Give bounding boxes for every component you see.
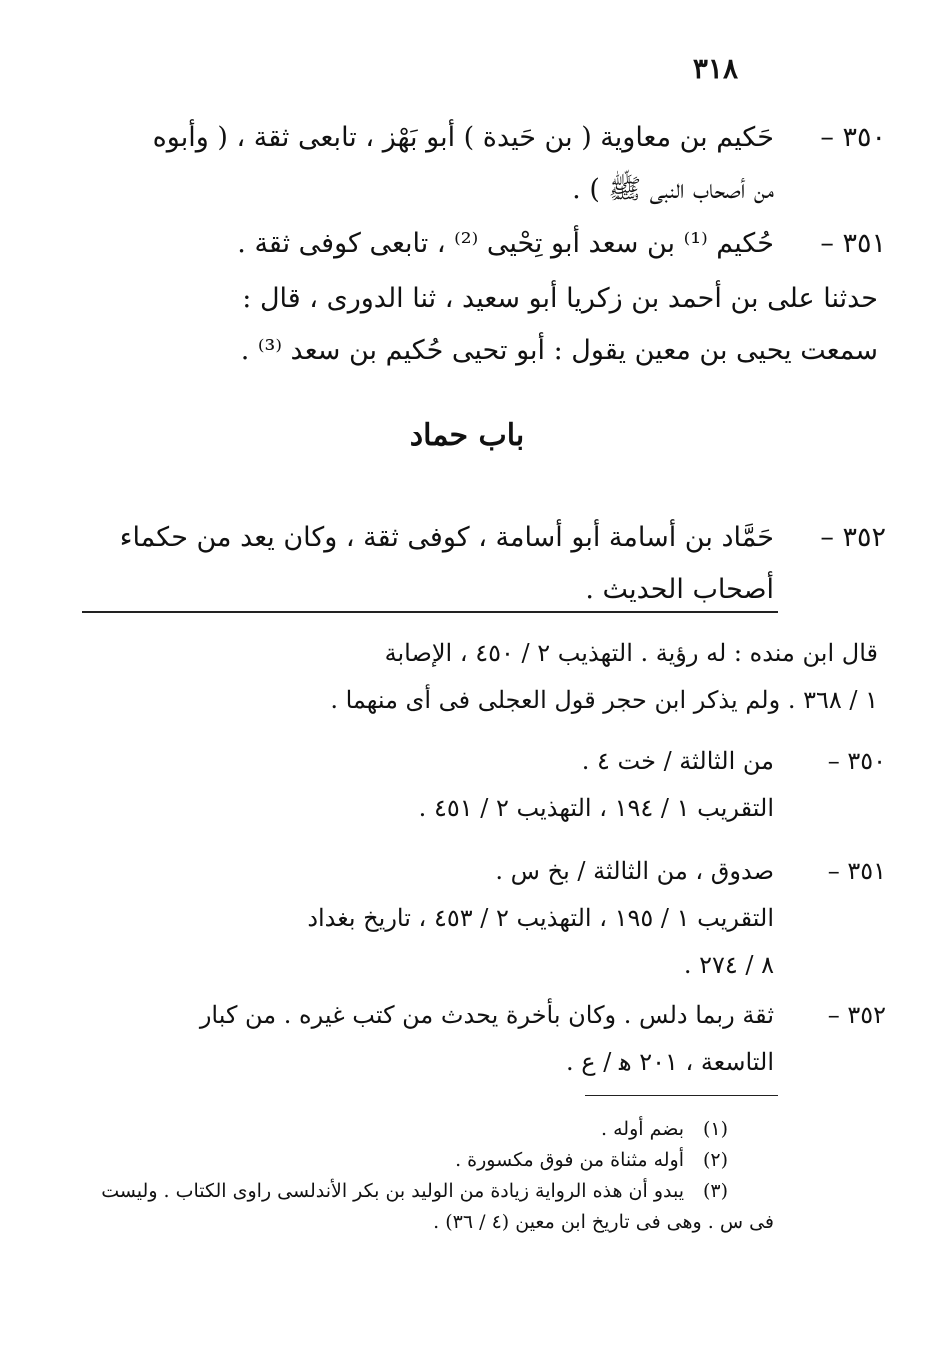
commentary-351 — [84, 848, 886, 989]
footnote-text: يبدو أن هذه الرواية زيادة من الوليد بن بكر الأندلسى راوى الكتاب . وليست — [101, 1180, 684, 1202]
commentary-intro — [84, 630, 878, 724]
commentary-352 — [84, 992, 886, 1086]
footnote-3 — [88, 1176, 728, 1207]
footnote-number: (٣) — [702, 1180, 728, 1202]
footnote-divider — [585, 1095, 778, 1096]
entry-text-line: أصحاب الحديث . — [585, 574, 774, 605]
commentary-line: ثقة ربما دلس . وكان بأخرة يحدث من كتب غيره . من كبار — [199, 1001, 774, 1029]
page-number: ٣١٨ — [692, 52, 738, 85]
footnote-text: أوله مثناة من فوق مكسورة . — [455, 1149, 684, 1171]
entry-text-line: حَمَّاد بن أسامة أبو أسامة ، كوفى ثقة ، وكان يعد من حكماء — [119, 522, 774, 553]
commentary-line: ١ / ٣٦٨ . ولم يذكر ابن حجر قول العجلى فى أى منهما . — [330, 686, 878, 714]
footnotes — [88, 1114, 774, 1238]
narration-line: سمعت يحيى بن معين يقول : أبو تحيى حُكيم بن سعد ⁽³⁾ . — [240, 335, 878, 366]
entry-text-line: من أصحاب النبى ﷺ ) . — [572, 174, 774, 205]
entry-352 — [84, 512, 886, 616]
commentary-number: ٣٥٢ – — [827, 1001, 886, 1029]
footnote-number: (١) — [702, 1118, 728, 1140]
commentary-number: ٣٥١ – — [827, 857, 886, 885]
entry-number: ٣٥٠ – — [820, 122, 886, 153]
entry-number: ٣٥١ – — [820, 228, 886, 259]
footnote-number: (٢) — [702, 1149, 728, 1171]
footnote-1 — [88, 1114, 728, 1145]
entry-text-line: حُكيم ⁽¹⁾ بن سعد أبو تِحْيى ⁽²⁾ ، تابعى كوفى ثقة . — [237, 228, 774, 259]
commentary-line: صدوق ، من الثالثة / بخ س . — [495, 857, 774, 885]
entry-351 — [84, 218, 886, 270]
narration — [84, 273, 878, 377]
commentary-line: التقريب ١ / ١٩٥ ، التهذيب ٢ / ٤٥٣ ، تاريخ بغداد — [307, 904, 774, 932]
commentary-line: من الثالثة / خت ٤ . — [581, 747, 774, 775]
footnote-text: بضم أوله . — [601, 1118, 684, 1140]
commentary-350 — [84, 738, 886, 832]
commentary-number: ٣٥٠ – — [827, 747, 886, 775]
narration-line: حدثنا على بن أحمد بن زكريا أبو سعيد ، ثنا الدورى ، قال : — [242, 283, 878, 314]
chapter-heading: باب حماد — [409, 418, 525, 453]
commentary-line: التاسعة ، ٢٠١ ﻫ / ع . — [566, 1048, 774, 1076]
commentary-line: قال ابن منده : له رؤية . التهذيب ٢ / ٤٥٠ ، الإصابة — [384, 639, 878, 667]
footnote-2 — [88, 1145, 728, 1176]
commentary-line: التقريب ١ / ١٩٤ ، التهذيب ٢ / ٤٥١ . — [418, 794, 774, 822]
entry-text-line: حَكيم بن معاوية ( بن حَيدة ) أبو بَهْز ، تابعى ثقة ، ( وأبوه — [152, 122, 774, 153]
entry-number: ٣٥٢ – — [820, 522, 886, 553]
commentary-line: ٨ / ٢٧٤ . — [683, 951, 774, 979]
footnote-continuation: فى س . وهى فى تاريخ ابن معين (٤ / ٣٦) . — [433, 1211, 774, 1233]
commentary-divider — [82, 611, 778, 613]
entry-350 — [84, 112, 886, 216]
